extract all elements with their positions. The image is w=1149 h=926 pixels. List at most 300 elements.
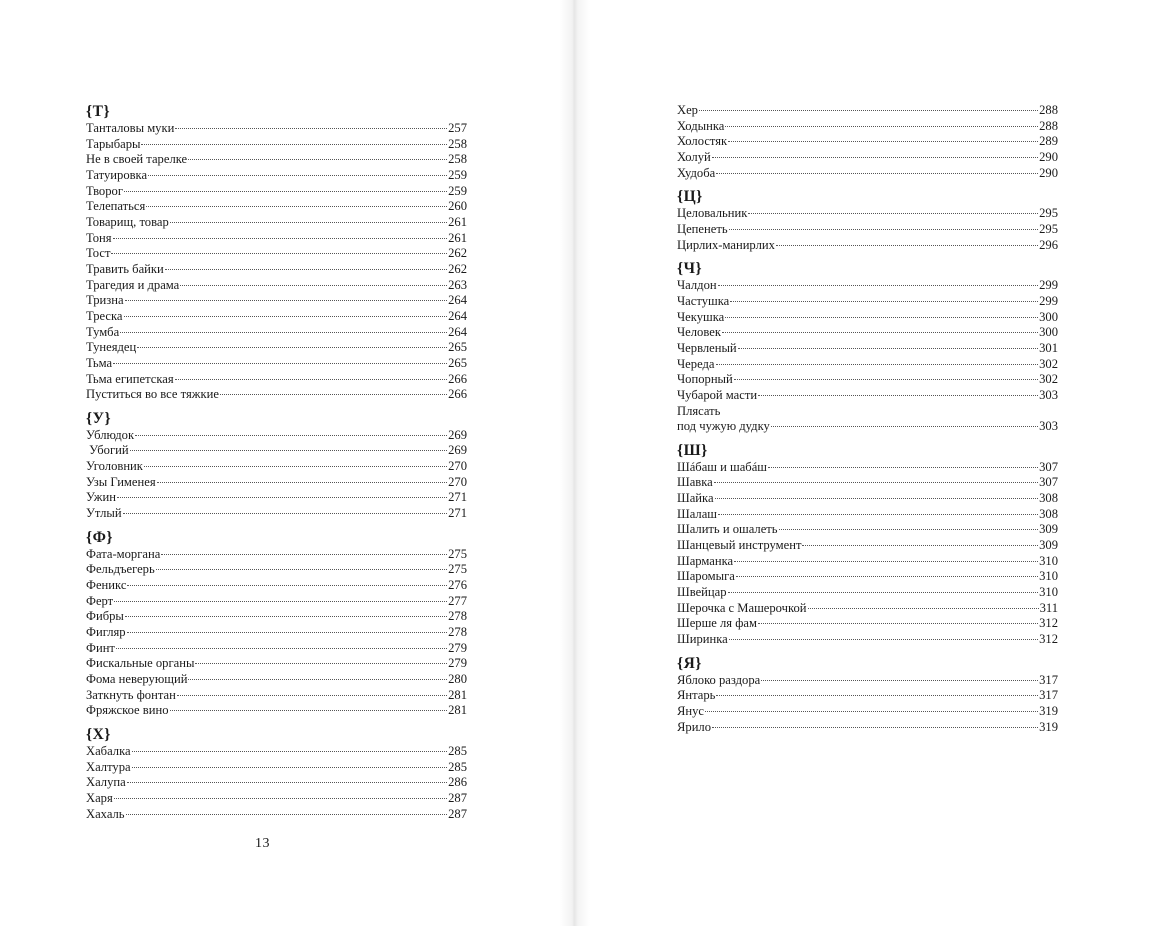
entry-page-number: 275 xyxy=(448,562,467,577)
index-entry xyxy=(86,325,467,341)
entry-term: под чужую дудку xyxy=(677,419,770,434)
entry-page-number: 277 xyxy=(448,593,467,608)
index-entry xyxy=(677,372,1058,388)
entry-term: Хабалка xyxy=(86,743,131,758)
dot-leader xyxy=(127,585,447,586)
entry-page-number: 258 xyxy=(448,136,467,151)
section-heading: {Ф} xyxy=(86,528,114,546)
index-entry xyxy=(677,206,1058,222)
index-section xyxy=(677,442,1058,648)
dot-leader xyxy=(177,695,447,696)
entry-term: Хер xyxy=(677,103,698,117)
entry-term: Харя xyxy=(86,790,113,805)
entry-page-number: 309 xyxy=(1039,538,1058,553)
entry-term: Яблоко раздора xyxy=(677,672,761,687)
dot-leader xyxy=(714,482,1038,483)
dot-leader xyxy=(170,710,448,711)
dot-leader xyxy=(808,608,1039,609)
left-index-column xyxy=(86,103,467,822)
dot-leader xyxy=(738,348,1038,349)
index-entry xyxy=(86,547,467,563)
section-heading: {Ш} xyxy=(677,441,708,459)
entry-page-number: 285 xyxy=(448,759,467,774)
entry-term: Тост xyxy=(86,246,111,261)
dot-leader xyxy=(761,680,1038,681)
dot-leader xyxy=(148,175,447,176)
dot-leader xyxy=(126,814,448,815)
entry-term: Тоня xyxy=(86,230,112,245)
index-entry xyxy=(86,744,467,760)
dot-leader xyxy=(779,529,1039,530)
dot-leader xyxy=(718,285,1038,286)
entry-page-number: 262 xyxy=(448,246,467,261)
entry-term: Янус xyxy=(677,704,705,718)
index-entry xyxy=(86,807,467,823)
entry-term: Шерочка с Машерочкой xyxy=(677,600,807,615)
entry-page-number: 280 xyxy=(448,672,467,686)
entry-page-number: 265 xyxy=(448,355,467,370)
index-entry xyxy=(86,121,467,137)
index-section xyxy=(86,410,467,522)
entry-page-number: 290 xyxy=(1039,149,1058,164)
entry-term: Шалаш xyxy=(677,506,717,521)
entry-term: Чубарой масти xyxy=(677,387,758,402)
entry-term: Тарыбары xyxy=(86,136,141,151)
entry-term: Холостяк xyxy=(677,134,728,149)
index-entry xyxy=(677,388,1058,404)
section-heading: {Т} xyxy=(86,103,111,120)
entry-term: Ужин xyxy=(86,490,116,505)
dot-leader xyxy=(120,332,447,333)
entry-page-number: 295 xyxy=(1039,221,1058,236)
index-entry xyxy=(677,522,1058,538)
index-entry xyxy=(677,103,1058,119)
entry-term: Уголовник xyxy=(86,459,143,474)
dot-leader xyxy=(114,601,447,602)
index-section xyxy=(86,726,467,822)
index-section xyxy=(677,655,1058,736)
index-entry xyxy=(86,278,467,294)
entry-page-number: 317 xyxy=(1039,688,1058,703)
dot-leader xyxy=(730,301,1038,302)
index-entry xyxy=(677,119,1058,135)
entry-term: Ярило xyxy=(677,719,712,734)
entry-term: Тризна xyxy=(86,293,124,308)
index-entry xyxy=(86,775,467,791)
entry-page-number: 299 xyxy=(1039,278,1058,293)
entry-term: Шайка xyxy=(677,491,714,506)
index-entry xyxy=(86,168,467,184)
dot-leader xyxy=(715,498,1039,499)
dot-leader xyxy=(124,191,447,192)
dot-leader xyxy=(716,695,1038,696)
dot-leader xyxy=(716,364,1039,365)
entry-term: Треска xyxy=(86,308,123,323)
entry-page-number: 271 xyxy=(448,490,467,505)
dot-leader xyxy=(132,751,448,752)
entry-page-number: 311 xyxy=(1039,600,1058,615)
index-entry xyxy=(86,184,467,200)
index-entry xyxy=(677,688,1058,704)
index-entry xyxy=(677,554,1058,570)
dot-leader xyxy=(130,450,447,451)
index-entry xyxy=(677,720,1058,736)
index-entry xyxy=(86,609,467,625)
dot-leader xyxy=(144,466,447,467)
dot-leader xyxy=(146,206,447,207)
dot-leader xyxy=(116,648,447,649)
entry-term: Телепаться xyxy=(86,199,146,214)
entry-page-number: 269 xyxy=(448,443,467,458)
entry-term: Шáбаш и шабáш xyxy=(677,459,768,474)
index-entry xyxy=(86,199,467,215)
dot-leader xyxy=(175,128,447,129)
entry-term: Шаромыга xyxy=(677,569,735,584)
index-entry xyxy=(677,632,1058,648)
entry-term: Фельдъегерь xyxy=(86,562,155,577)
entry-term: Янтарь xyxy=(677,688,716,703)
dot-leader xyxy=(712,157,1038,158)
index-entry xyxy=(86,625,467,641)
dot-leader xyxy=(188,159,447,160)
dot-leader xyxy=(699,110,1038,111)
index-entry xyxy=(677,569,1058,585)
entry-term: Заткнуть фонтан xyxy=(86,687,176,702)
entry-term: Ферт xyxy=(86,593,114,608)
index-entry xyxy=(86,760,467,776)
index-entry xyxy=(677,404,1058,435)
index-entry xyxy=(86,293,467,309)
dot-leader xyxy=(776,245,1038,246)
entry-page-number: 275 xyxy=(448,546,467,561)
entry-page-number: 258 xyxy=(448,152,467,167)
index-entry xyxy=(86,231,467,247)
entry-term: Холуй xyxy=(677,149,711,164)
index-entry xyxy=(677,673,1058,689)
index-entry xyxy=(677,134,1058,150)
dot-leader xyxy=(180,285,447,286)
entry-term: Фата-моргана xyxy=(86,546,161,561)
index-entry xyxy=(86,137,467,153)
index-entry xyxy=(86,459,467,475)
entry-term: Фискальные органы xyxy=(86,656,195,671)
dot-leader xyxy=(113,238,448,239)
index-entry xyxy=(677,538,1058,554)
index-entry xyxy=(86,791,467,807)
entry-term: Червленый xyxy=(677,340,737,355)
entry-page-number: 296 xyxy=(1039,237,1058,252)
entry-page-number: 317 xyxy=(1039,672,1058,687)
entry-page-number: 303 xyxy=(1039,419,1058,434)
book-gutter xyxy=(560,0,590,926)
dot-leader xyxy=(725,126,1038,127)
section-heading: {Ч} xyxy=(677,260,703,278)
index-entry xyxy=(677,222,1058,238)
entry-term: Шанцевый инструмент xyxy=(677,538,802,553)
entry-first-line: Плясать xyxy=(677,403,721,418)
index-entry xyxy=(677,460,1058,476)
entry-page-number: 287 xyxy=(448,790,467,805)
entry-term: Чекушка xyxy=(677,309,725,324)
entry-page-number: 288 xyxy=(1039,103,1058,117)
index-entry xyxy=(86,475,467,491)
dot-leader xyxy=(716,173,1038,174)
entry-term: Халтура xyxy=(86,759,131,774)
dot-leader xyxy=(141,144,447,145)
index-entry xyxy=(677,294,1058,310)
dot-leader xyxy=(718,514,1038,515)
entry-page-number: 312 xyxy=(1039,632,1058,647)
entry-page-number: 302 xyxy=(1039,356,1058,371)
entry-page-number: 307 xyxy=(1039,459,1058,474)
entry-term: Человек xyxy=(677,325,721,340)
index-section xyxy=(677,103,1058,181)
entry-page-number: 288 xyxy=(1039,118,1058,133)
entry-page-number: 295 xyxy=(1039,206,1058,221)
index-entry xyxy=(86,443,467,459)
entry-page-number: 289 xyxy=(1039,134,1058,149)
index-entry xyxy=(86,506,467,522)
entry-term: Фигляр xyxy=(86,625,126,640)
index-section xyxy=(677,260,1058,435)
dot-leader xyxy=(175,379,447,380)
entry-term: Шавка xyxy=(677,475,713,490)
entry-page-number: 259 xyxy=(448,183,467,198)
dot-leader xyxy=(712,727,1038,728)
entry-term: Шарманка xyxy=(677,553,734,568)
entry-page-number: 312 xyxy=(1039,616,1058,631)
dot-leader xyxy=(113,363,447,364)
entry-term: Утлый xyxy=(86,506,122,521)
dot-leader xyxy=(195,663,447,664)
dot-leader xyxy=(736,576,1038,577)
index-entry xyxy=(86,152,467,168)
dot-leader xyxy=(170,222,447,223)
entry-term: Чопорный xyxy=(677,372,733,387)
index-entry xyxy=(677,601,1058,617)
entry-term: Цирлих-манирлих xyxy=(677,237,775,252)
dot-leader xyxy=(124,316,448,317)
entry-page-number: 308 xyxy=(1039,506,1058,521)
entry-page-number: 261 xyxy=(448,230,467,245)
entry-term: Череда xyxy=(677,356,715,371)
dot-leader xyxy=(137,347,447,348)
dot-leader xyxy=(734,561,1038,562)
entry-term: Ублюдок xyxy=(86,427,135,442)
index-entry xyxy=(677,278,1058,294)
entry-page-number: 264 xyxy=(448,324,467,339)
index-entry xyxy=(86,672,467,688)
index-entry xyxy=(677,341,1058,357)
dot-leader xyxy=(188,679,447,680)
dot-leader xyxy=(802,545,1038,546)
dot-leader xyxy=(220,394,447,395)
entry-page-number: 270 xyxy=(448,459,467,474)
index-entry xyxy=(86,703,467,719)
entry-page-number: 265 xyxy=(448,340,467,355)
entry-term: Травить байки xyxy=(86,261,164,276)
section-heading: {Ц} xyxy=(677,188,703,206)
entry-term: Шалить и ошалеть xyxy=(677,522,778,537)
index-entry xyxy=(86,656,467,672)
entry-page-number: 257 xyxy=(448,121,467,135)
entry-term: Убогий xyxy=(86,443,129,458)
index-entry xyxy=(677,357,1058,373)
dot-leader xyxy=(728,141,1038,142)
dot-leader xyxy=(127,782,447,783)
entry-term: Финт xyxy=(86,640,115,655)
index-entry xyxy=(86,356,467,372)
dot-leader xyxy=(111,253,447,254)
dot-leader xyxy=(123,513,448,514)
index-entry xyxy=(677,475,1058,491)
entry-term: Шерше ля фам xyxy=(677,616,757,631)
dot-leader xyxy=(771,426,1038,427)
entry-page-number: 270 xyxy=(448,474,467,489)
section-heading: {Х} xyxy=(86,725,111,743)
entry-term: Хахаль xyxy=(86,806,125,821)
entry-term: Пуститься во все тяжкие xyxy=(86,387,219,402)
index-entry xyxy=(677,491,1058,507)
dot-leader xyxy=(758,623,1038,624)
entry-page-number: 319 xyxy=(1039,704,1058,718)
dot-leader xyxy=(156,569,447,570)
entry-term: Чалдон xyxy=(677,278,717,293)
index-entry xyxy=(86,490,467,506)
dot-leader xyxy=(725,317,1038,318)
section-heading: {Я} xyxy=(677,654,702,672)
entry-page-number: 281 xyxy=(448,687,467,702)
index-entry xyxy=(86,262,467,278)
index-entry xyxy=(677,325,1058,341)
index-entry xyxy=(86,309,467,325)
index-entry xyxy=(677,507,1058,523)
entry-page-number: 264 xyxy=(448,308,467,323)
entry-page-number: 281 xyxy=(448,703,467,718)
entry-page-number: 264 xyxy=(448,293,467,308)
dot-leader xyxy=(729,639,1038,640)
entry-page-number: 309 xyxy=(1039,522,1058,537)
entry-term: Тьма xyxy=(86,355,113,370)
index-entry xyxy=(86,215,467,231)
dot-leader xyxy=(165,269,447,270)
entry-term: Не в своей тарелке xyxy=(86,152,188,167)
entry-term: Халупа xyxy=(86,775,126,790)
dot-leader xyxy=(117,497,447,498)
entry-page-number: 262 xyxy=(448,261,467,276)
index-entry xyxy=(677,238,1058,254)
entry-page-number: 276 xyxy=(448,578,467,593)
dot-leader xyxy=(114,798,447,799)
entry-term: Худоба xyxy=(677,165,716,180)
index-entry xyxy=(677,166,1058,182)
dot-leader xyxy=(728,592,1039,593)
entry-term: Фома неверующий xyxy=(86,672,188,686)
entry-term: Ширинка xyxy=(677,632,728,647)
entry-page-number: 307 xyxy=(1039,475,1058,490)
entry-term: Татуировка xyxy=(86,167,148,182)
entry-term: Целовальник xyxy=(677,206,748,221)
entry-page-number: 263 xyxy=(448,277,467,292)
index-entry xyxy=(86,372,467,388)
dot-leader xyxy=(734,379,1038,380)
entry-page-number: 278 xyxy=(448,625,467,640)
index-entry xyxy=(86,340,467,356)
entry-page-number: 279 xyxy=(448,640,467,655)
section-heading: {У} xyxy=(86,409,112,427)
entry-page-number: 269 xyxy=(448,427,467,442)
entry-term: Узы Гименея xyxy=(86,474,156,489)
dot-leader xyxy=(127,632,448,633)
entry-page-number: 300 xyxy=(1039,309,1058,324)
dot-leader xyxy=(125,616,447,617)
entry-term: Частушка xyxy=(677,293,730,308)
entry-term: Танталовы муки xyxy=(86,121,175,135)
entry-term: Тунеядец xyxy=(86,340,137,355)
index-entry xyxy=(86,246,467,262)
dot-leader xyxy=(161,554,447,555)
index-entry xyxy=(86,387,467,403)
entry-term: Цепенеть xyxy=(677,221,728,236)
index-entry xyxy=(677,310,1058,326)
index-entry xyxy=(86,578,467,594)
entry-page-number: 286 xyxy=(448,775,467,790)
index-entry xyxy=(677,150,1058,166)
dot-leader xyxy=(748,213,1038,214)
dot-leader xyxy=(135,435,447,436)
entry-page-number: 261 xyxy=(448,214,467,229)
index-entry xyxy=(677,616,1058,632)
index-entry xyxy=(86,562,467,578)
entry-page-number: 300 xyxy=(1039,325,1058,340)
entry-page-number: 310 xyxy=(1039,569,1058,584)
dot-leader xyxy=(125,300,448,301)
entry-page-number: 301 xyxy=(1039,340,1058,355)
dot-leader xyxy=(722,332,1038,333)
right-index-column xyxy=(677,103,1058,735)
entry-term: Тьма египетская xyxy=(86,371,174,386)
dot-leader xyxy=(768,467,1038,468)
entry-page-number: 260 xyxy=(448,199,467,214)
entry-page-number: 290 xyxy=(1039,165,1058,180)
index-section xyxy=(86,529,467,719)
entry-page-number: 259 xyxy=(448,167,467,182)
entry-term: Фибры xyxy=(86,609,124,624)
entry-page-number: 278 xyxy=(448,609,467,624)
entry-page-number: 279 xyxy=(448,656,467,671)
entry-page-number: 266 xyxy=(448,387,467,402)
dot-leader xyxy=(157,482,447,483)
index-entry xyxy=(86,594,467,610)
entry-page-number: 310 xyxy=(1039,553,1058,568)
entry-page-number: 303 xyxy=(1039,387,1058,402)
entry-page-number: 310 xyxy=(1039,585,1058,600)
entry-term: Трагедия и драма xyxy=(86,277,180,292)
entry-term: Ходынка xyxy=(677,118,725,133)
entry-term: Тумба xyxy=(86,324,120,339)
entry-term: Швейцар xyxy=(677,585,727,600)
page-number: 13 xyxy=(255,836,270,851)
index-entry xyxy=(86,688,467,704)
index-section xyxy=(86,103,467,403)
entry-page-number: 271 xyxy=(448,506,467,521)
entry-page-number: 287 xyxy=(448,806,467,821)
dot-leader xyxy=(729,229,1039,230)
entry-page-number: 319 xyxy=(1039,719,1058,734)
entry-term: Творог xyxy=(86,183,123,198)
entry-page-number: 302 xyxy=(1039,372,1058,387)
dot-leader xyxy=(705,711,1038,712)
